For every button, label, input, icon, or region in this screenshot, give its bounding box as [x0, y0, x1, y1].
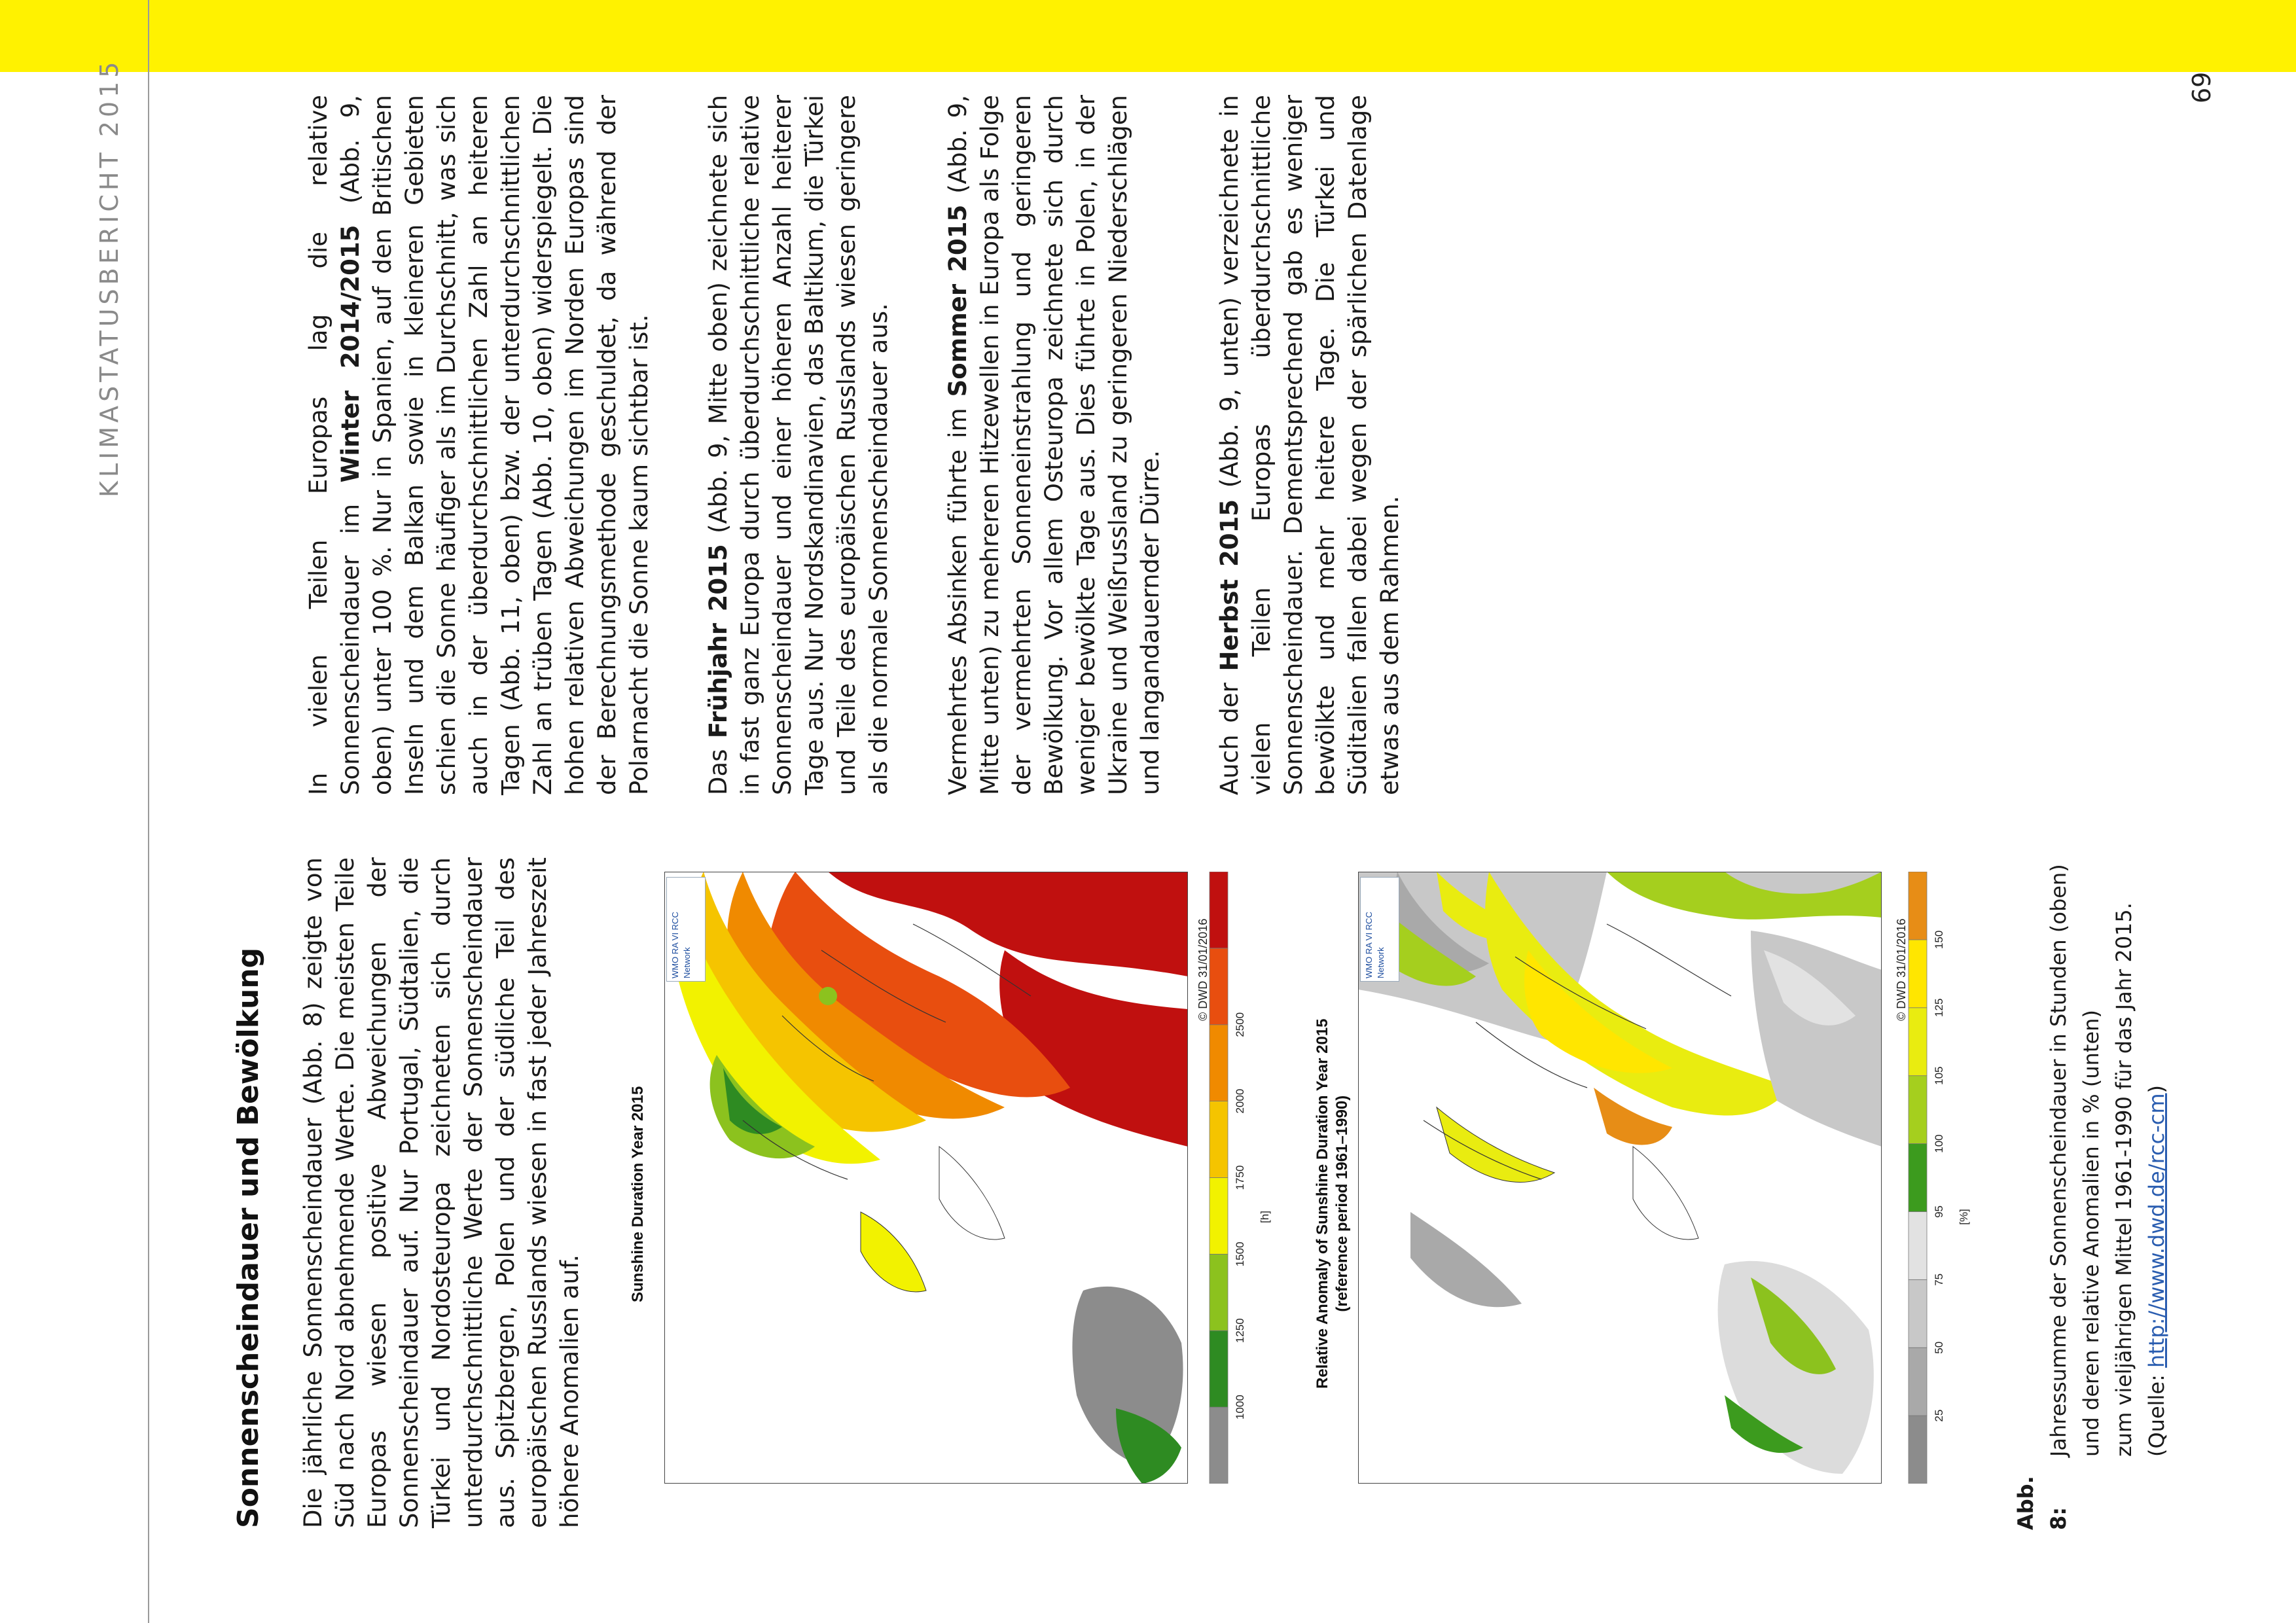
map2-sunshine-anomaly — [1358, 872, 1882, 1484]
paragraph-spring: Das Frühjahr 2015 (Abb. 9, Mitte oben) zeichnete sich in fast ganz Europa durch überdurchschnittliche relative Sonnenscheindauer und einer höheren Anzahl heiterer Tage aus. Nur Nordskandinavien, das Baltikum, die Türkei und Teile des europäischen Russlands wiesen geringere als die normale Sonnenscheindauer aus. — [704, 94, 893, 795]
map2-legend-swatch — [1909, 872, 1927, 940]
map1-legend-swatch — [1210, 1101, 1228, 1178]
map2-legend-swatch — [1909, 1211, 1927, 1279]
caption-label: Abb. 8: — [2013, 1476, 2071, 1530]
map1-legend-tick: 1250 — [1234, 1318, 1246, 1344]
page-number: 69 — [2187, 71, 2216, 103]
map1-legend-swatch — [1210, 1407, 1228, 1484]
caption-line1: Abb. 8:Jahressumme der Sonnenscheindauer in Stunden (oben) — [2009, 810, 2075, 1530]
map2-title-line1: Relative Anomaly of Sunshine Duration Year 2015 — [1314, 1018, 1331, 1389]
map1-legend-tick: 2000 — [1234, 1088, 1246, 1114]
running-head: KLIMASTATUSBERICHT 2015 — [95, 58, 124, 497]
caption-line3: zum vieljährigen Mittel 1961-1990 für das Jahr 2015. — [2111, 902, 2136, 1457]
map1-sunshine-duration — [664, 872, 1188, 1484]
paragraph-winter: In vielen Teilen Europas lag die relative Sonnenscheindauer im Winter 2014/2015 (Abb. 9, oben) unter 100 %. Nur in Spanien, auf den Britischen Inseln und dem Balkan sowie in kleineren Gebieten schien die Sonne häufiger als im Durchschnitt, was sich auch in der überdurchschnittlichen Zahl an heiteren Tagen (Abb. 11, oben) bzw. der unterdurchschnittlichen Zahl an trüben Tagen (Abb. 10, oben) widerspiegelt. Die hohen relativen Abweichungen im Norden Europas sind der Berechnungsmethode geschuldet, da während der Polarnacht die Sonne kaum sichtbar ist. — [304, 94, 653, 795]
header-band — [0, 0, 2296, 72]
wmo-logo-1: WMO RA VI RCC Network — [666, 877, 706, 982]
paragraph-summer: Vermehrtes Absinken führte im Sommer 2015 (Abb. 9, Mitte unten) zu mehreren Hitzewellen in Europa als Folge der vermehrten Sonneneinstrahlung und geringeren Bewölkung. Vor allem Osteuropa zeichnete sich durch weniger bewölkte Tage aus. Dies führte in Polen, in der Ukraine und Weißrussland zu geringeren Niederschlägen und langandauernder Dürre. — [944, 95, 1164, 795]
map1-legend-swatch — [1210, 948, 1228, 1025]
map2-legend-swatch — [1909, 1416, 1927, 1484]
map2-legend-tick: 75 — [1933, 1273, 1945, 1286]
map2-legend — [1903, 872, 1988, 1484]
map1-legend-swatch — [1210, 1254, 1228, 1330]
map2-legend-swatch — [1909, 1008, 1927, 1076]
map1-legend-swatch — [1210, 1330, 1228, 1407]
map2-legend-tick: 125 — [1933, 998, 1945, 1017]
map2-legend-tick: 100 — [1933, 1134, 1945, 1153]
figure-caption — [2009, 810, 2173, 1530]
source-link[interactable]: http://www.dwd.de/rcc-cm — [2144, 1093, 2169, 1368]
section-heading: Sonnenscheindauer und Bewölkung — [232, 947, 265, 1528]
map2-legend-tick: 50 — [1933, 1341, 1945, 1354]
map1-copyright: © DWD 31/01/2016 — [1196, 918, 1210, 1021]
map2-legend-swatch — [1909, 1279, 1927, 1347]
margin-divider — [148, 0, 149, 1623]
map2-copyright: © DWD 31/01/2016 — [1895, 918, 1908, 1021]
map1-legend-tick: 2500 — [1234, 1012, 1246, 1037]
map2-legend-tick: 105 — [1933, 1066, 1945, 1085]
map2-title — [1313, 1018, 1352, 1389]
map2-legend-swatch — [1909, 1076, 1927, 1144]
map1-legend-tick: 1000 — [1234, 1395, 1246, 1420]
map2-legend-swatch — [1909, 940, 1927, 1008]
map2-legend-swatch — [1909, 1144, 1927, 1212]
map2-legend-unit: [%] — [1958, 1209, 1970, 1225]
caption-line2: und deren relative Anomalien in % (unten) — [2079, 1010, 2104, 1457]
map1-legend-tick: 1750 — [1234, 1165, 1246, 1190]
map2-legend-tick: 95 — [1933, 1205, 1945, 1218]
map1-legend — [1204, 872, 1289, 1484]
map2-title-line2: (reference period 1961–1990) — [1333, 1095, 1351, 1312]
map1-legend-swatch — [1210, 1025, 1228, 1101]
map1-legend-tick: 1500 — [1234, 1241, 1246, 1267]
intro-column — [232, 857, 586, 1528]
map1-legend-swatch — [1210, 1178, 1228, 1255]
map1-legend-swatch — [1210, 872, 1228, 948]
wmo-logo-2: WMO RA VI RCC Network — [1360, 877, 1399, 982]
map1-legend-unit: [h] — [1259, 1211, 1271, 1223]
map1-title: Sunshine Duration Year 2015 — [629, 1086, 647, 1302]
intro-paragraph: Die jährliche Sonnenscheindauer (Abb. 8) zeigte von Süd nach Nord abnehmende Werte. Die meisten Teile Europas wiesen positive Abweichungen der Sonnenscheindauer auf. Nur Portugal, Südtalien, die Türkei und Nordosteuropa zeichneten sich durch unterdurchschnittliche Werte der Sonnenscheindauer aus. Spitzbergen, Polen und der südliche Teil des europäischen Russlands wiesen in fast jeder Jahreszeit höhere Anomalien auf. — [299, 857, 584, 1528]
map2-legend-swatch — [1909, 1347, 1927, 1416]
map2-legend-tick: 25 — [1933, 1409, 1945, 1422]
body-column — [302, 95, 1453, 795]
caption-source: (Quelle: http://www.dwd.de/rcc-cm) — [2144, 1084, 2169, 1457]
map2-legend-tick: 150 — [1933, 930, 1945, 950]
paragraph-autumn: Auch der Herbst 2015 (Abb. 9, unten) verzeichnete in vielen Teilen Europas überdurchschnittliche Sonnenscheindauer. Dementsprechend gab es weniger bewölkte und mehr heitere Tage. Die Türkei und Süditalien fallen dabei wegen der spärlichen Datenlage etwas aus dem Rahmen. — [1215, 95, 1404, 795]
